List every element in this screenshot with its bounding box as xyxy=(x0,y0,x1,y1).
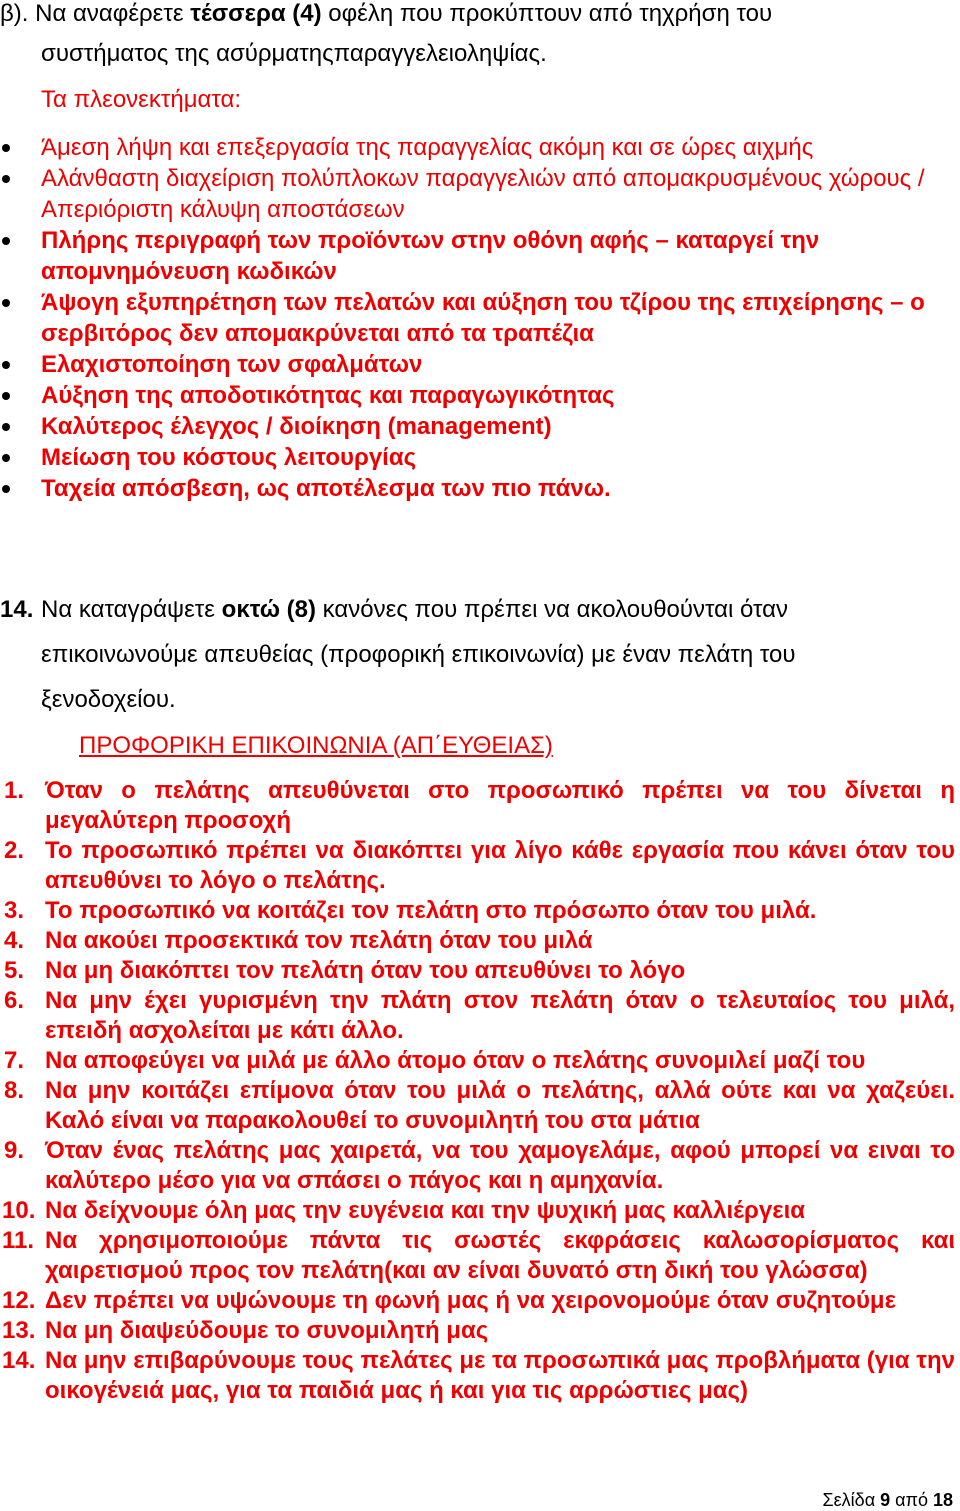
rule-text: Δεν πρέπει να υψώνουμε τη φωνή μας ή να χειρονομούμε όταν συζητούμε xyxy=(45,1287,896,1314)
rule-number: 13. xyxy=(2,1317,36,1344)
bullet-icon xyxy=(2,299,10,307)
question-14-line-3: ξενοδοχείου. xyxy=(41,686,176,713)
rule-text: Όταν ο πελάτης απευθύνεται στο προσωπικό πρέπει να του δίνεται η μεγαλύτερη προσοχή xyxy=(45,777,955,834)
bullet-icon xyxy=(2,175,10,183)
advantage-text: Άψογη εξυπηρέτηση των πελατών και αύξηση του τζίρου της επιχείρησης – ο σερβιτόρος δεν απομακρύνεται από τα τραπέζια xyxy=(41,289,925,347)
advantage-text: Μείωση του κόστους λειτουργίας xyxy=(41,444,417,471)
rule-number: 14. xyxy=(2,1347,36,1374)
rule-number: 2. xyxy=(4,837,25,864)
question-b-emphasis: τέσσερα (4) xyxy=(190,0,322,27)
bullet-icon xyxy=(2,144,10,152)
advantage-text: Ελαχιστοποίηση των σφαλμάτων xyxy=(41,351,423,378)
advantages-list xyxy=(0,132,955,504)
rule-text: Να μην κοιτάζει επίμονα όταν του μιλά ο πελάτης, αλλά ούτε και να χαζεύει. Καλό είναι να παρακολουθεί το συνομιλητή του στα μάτια xyxy=(45,1077,955,1134)
rule-item xyxy=(0,1316,955,1346)
question-14-line-2: επικοινωνούμε απευθείας (προφορική επικοινωνία) με έναν πελάτη του xyxy=(41,641,796,668)
rule-number: 6. xyxy=(4,987,25,1014)
rule-item xyxy=(0,926,955,956)
rule-number: 12. xyxy=(2,1287,36,1314)
rule-text: Να μη διακόπτει τον πελάτη όταν του απευθύνει το λόγο xyxy=(45,957,686,984)
bullet-icon xyxy=(2,454,10,462)
rule-text: Να αποφεύγει να μιλά με άλλο άτομο όταν ο πελάτης συνομιλεί μαζί του xyxy=(45,1047,866,1074)
footer-page-number: 9 xyxy=(880,1490,891,1510)
advantage-text: Ταχεία απόσβεση, ως αποτέλεσμα των πιο πάνω. xyxy=(41,475,611,502)
communication-heading: ΠΡΟΦΟΡΙΚΗ ΕΠΙΚΟΙΝΩΝΙΑ (ΑΠ΄ΕΥΘΕΙΑΣ) xyxy=(79,732,553,759)
advantage-text: Αύξηση της αποδοτικότητας και παραγωγικότητας xyxy=(41,382,615,409)
rule-number: 3. xyxy=(4,897,25,924)
advantage-item xyxy=(0,380,955,411)
question-14-number: 14. xyxy=(0,596,34,623)
advantage-text: Άμεση λήψη και επεξεργασία της παραγγελίας ακόμη και σε ώρες αιχμής xyxy=(41,134,814,161)
rule-number: 5. xyxy=(4,957,25,984)
advantage-item xyxy=(0,163,955,225)
advantage-text: Καλύτερος έλεγχος / διοίκηση (management) xyxy=(41,413,552,440)
advantage-item xyxy=(0,411,955,442)
bullet-icon xyxy=(2,485,10,493)
advantage-text: Πλήρης περιγραφή των προϊόντων στην οθόνη αφής – καταργεί την απομνημόνευση κωδικών xyxy=(41,227,820,285)
bullet-icon xyxy=(2,423,10,431)
rule-item xyxy=(0,956,955,986)
rule-item xyxy=(0,896,955,926)
rule-number: 10. xyxy=(2,1197,36,1224)
advantage-item xyxy=(0,225,955,287)
advantages-heading: Τα πλεονεκτήματα: xyxy=(41,86,242,113)
page-footer: Σελίδα 9 από 18 xyxy=(822,1490,953,1510)
rule-number: 9. xyxy=(4,1137,25,1164)
bullet-icon xyxy=(2,237,10,245)
rule-item xyxy=(0,1046,955,1076)
rule-text: Να ακούει προσεκτικά τον πελάτη όταν του μιλά xyxy=(45,927,593,954)
rule-number: 4. xyxy=(4,927,25,954)
question-b-line-2: συστήματος της ασύρματηςπαραγγελειοληψίας. xyxy=(41,40,547,67)
rule-text: Το προσωπικό πρέπει να διακόπτει για λίγο κάθε εργασία που κάνει όταν του απευθύνει το λόγο ο πελάτης. xyxy=(45,837,955,894)
bullet-icon xyxy=(2,361,10,369)
rule-item xyxy=(0,986,955,1046)
bullet-icon xyxy=(2,392,10,400)
rule-item xyxy=(0,1136,955,1196)
advantage-text: Αλάνθαστη διαχείριση πολύπλοκων παραγγελιών από απομακρυσμένους χώρους / Απεριόριστη κάλυψη αποστάσεων xyxy=(41,165,925,223)
rule-number: 8. xyxy=(4,1077,25,1104)
rule-item xyxy=(0,1286,955,1316)
rule-item xyxy=(0,1346,955,1406)
rule-item xyxy=(0,1196,955,1226)
rule-text: Το προσωπικό να κοιτάζει τον πελάτη στο πρόσωπο όταν του μιλά. xyxy=(45,897,817,924)
rule-item xyxy=(0,1226,955,1286)
rule-item xyxy=(0,1076,955,1136)
advantage-item xyxy=(0,287,955,349)
advantage-item xyxy=(0,473,955,504)
rule-text: Να μην έχει γυρισμένη την πλάτη στον πελάτη όταν ο τελευταίος του μιλά, επειδή ασχολείται με κάτι άλλο. xyxy=(45,987,955,1044)
question-b-line-1: β). Να αναφέρετε τέσσερα (4) οφέλη που προκύπτουν από τηχρήση του xyxy=(0,0,773,27)
rule-text: Να δείχνουμε όλη μας την ευγένεια και την ψυχική μας καλλιέργεια xyxy=(45,1197,806,1224)
rule-number: 11. xyxy=(2,1227,35,1254)
rule-text: Να χρησιμοποιούμε πάντα τις σωστές εκφράσεις καλωσορίσματος και χαιρετισμού προς τον πελάτη(και αν είναι δυνατό στη δική του γλώσσα) xyxy=(45,1227,955,1284)
rule-text: Να μην επιβαρύνουμε τους πελάτες με τα προσωπικά μας προβλήματα (για την οικογένειά μας, για τα παιδιά μας ή και για τις αρρώστιες μας) xyxy=(45,1347,955,1404)
rule-text: Όταν ένας πελάτης μας χαιρετά, να του χαμογελάμε, αφού μπορεί να ειναι το καλύτερο μέσο για να σπάσει ο πάγος και η αμηχανία. xyxy=(45,1137,955,1194)
rule-number: 7. xyxy=(4,1047,25,1074)
question-14-emphasis: οκτώ (8) xyxy=(221,596,317,623)
rule-item xyxy=(0,836,955,896)
advantage-item xyxy=(0,349,955,380)
advantage-item xyxy=(0,442,955,473)
rule-number: 1. xyxy=(4,777,25,804)
advantage-item xyxy=(0,132,955,163)
question-14-line-1: Να καταγράψετε οκτώ (8) κανόνες που πρέπει να ακολουθούνται όταν xyxy=(41,596,789,623)
rule-text: Να μη διαψεύδουμε το συνομιλητή μας xyxy=(45,1317,489,1344)
rule-item xyxy=(0,776,955,836)
communication-rules-list xyxy=(0,776,955,1406)
footer-page-total: 18 xyxy=(932,1490,953,1510)
